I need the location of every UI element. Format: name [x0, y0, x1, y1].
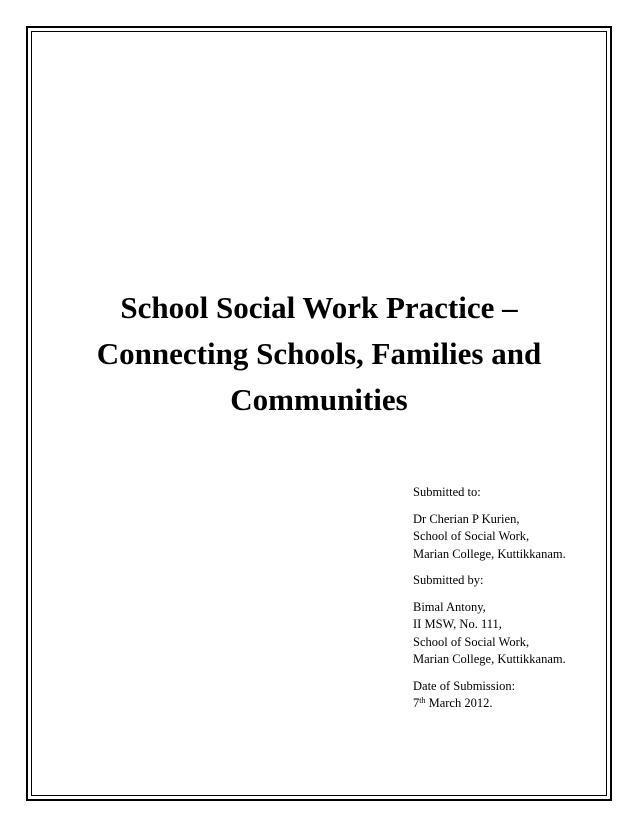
submission-date-label: Date of Submission:	[413, 678, 516, 693]
submitted-by-label: Submitted by:	[413, 573, 484, 587]
recipient-school: School of Social Work,	[413, 529, 530, 543]
author-college: Marian College, Kuttikkanam.	[413, 652, 566, 666]
title-line-1: School Social Work Practice –	[120, 290, 518, 325]
document-title	[50, 285, 588, 423]
submission-date	[413, 695, 613, 713]
submission-day-suffix: th	[419, 696, 426, 705]
submission-day: 7	[413, 696, 420, 710]
submission-details	[413, 484, 613, 722]
submission-date-group	[413, 678, 613, 713]
submitted-by-label-group	[413, 572, 613, 590]
recipient-name: Dr Cherian P Kurien,	[413, 511, 520, 526]
submitted-to-label-group	[413, 484, 613, 502]
submitted-by-details	[413, 599, 613, 669]
author-class: II MSW, No. 111,	[413, 617, 502, 631]
title-line-3: Communities	[230, 382, 408, 417]
author-school: School of Social Work,	[413, 634, 530, 649]
submitted-to-details	[413, 511, 613, 564]
title-line-2: Connecting Schools, Families and	[96, 336, 542, 371]
submission-month-year: March 2012.	[425, 696, 493, 710]
recipient-college: Marian College, Kuttikkanam.	[413, 546, 566, 561]
author-name: Bimal Antony,	[413, 599, 486, 614]
submitted-to-label: Submitted to:	[413, 485, 481, 499]
